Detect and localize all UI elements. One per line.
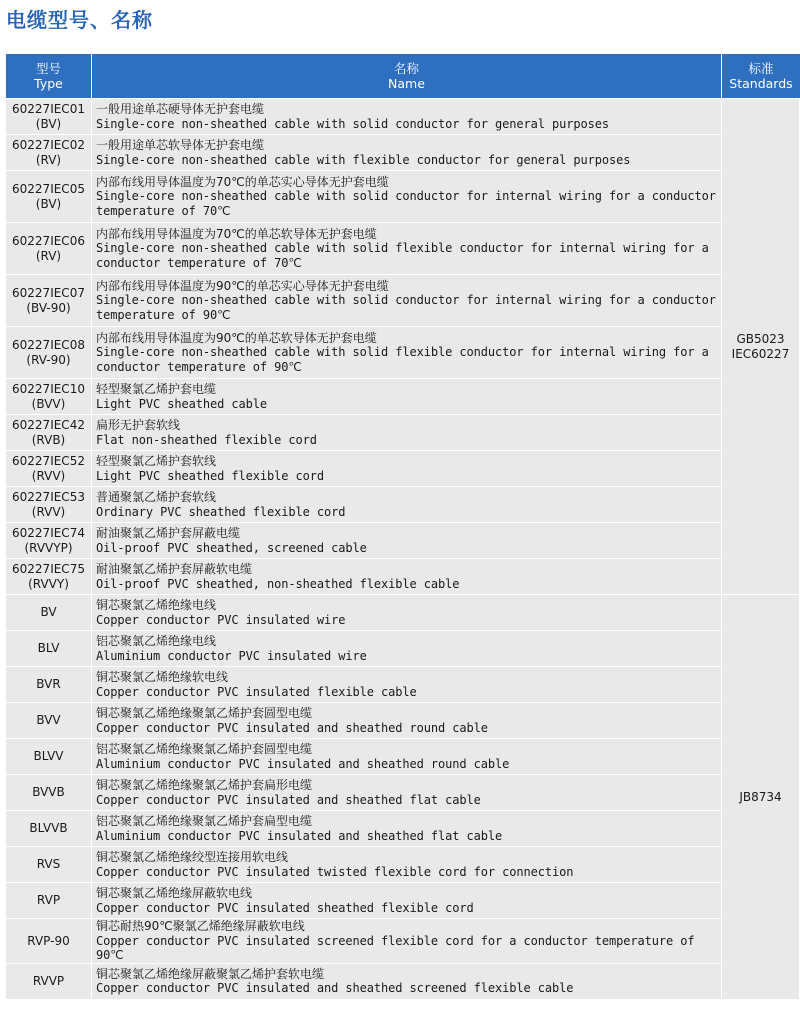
model-cell — [6, 883, 92, 919]
name-en: Single-core non-sheathed cable with solid conductor for internal wiring for a conductor temperature of 90℃ — [96, 293, 716, 322]
model-code: 60227IEC42 — [12, 417, 85, 432]
name-en: Single-core non-sheathed cable with solid flexible conductor for internal wiring for a conductor temperature of 90℃ — [96, 345, 709, 374]
model-code: BLV — [37, 641, 60, 656]
name-en: Copper conductor PVC insulated wire — [96, 612, 346, 627]
name-zh: 铝芯聚氯乙烯绝缘电线 — [96, 633, 217, 648]
name-zh: 内部布线用导体温度为90℃的单芯实心导体无护套电缆 — [96, 278, 389, 293]
name-zh: 普通聚氯乙烯护套软线 — [96, 489, 217, 504]
table-row — [6, 667, 800, 703]
name-cell — [92, 327, 722, 379]
name-en: Light PVC sheathed cable — [96, 396, 267, 411]
header-model-zh: 型号 — [35, 61, 61, 76]
model-sub: (RV) — [35, 248, 62, 263]
name-en: Copper conductor PVC insulated flexible cable — [96, 684, 417, 699]
model-cell — [6, 703, 92, 739]
header-model-en: Type — [34, 76, 63, 91]
name-en: Ordinary PVC sheathed flexible cord — [96, 504, 346, 519]
name-cell — [92, 135, 722, 171]
name-en: Single-core non-sheathed cable with flexible conductor for general purposes — [96, 152, 631, 167]
table-row — [6, 223, 800, 275]
table-row — [6, 379, 800, 415]
name-en: Copper conductor PVC insulated screened flexible cord for a conductor temperature of 90℃ — [96, 933, 695, 963]
name-zh: 铜芯聚氯乙烯绝缘软电线 — [96, 669, 229, 684]
cable-spec-table — [6, 54, 800, 1000]
model-code: 60227IEC02 — [12, 137, 85, 152]
model-cell — [6, 811, 92, 847]
table-row — [6, 919, 800, 964]
model-sub: (RVB) — [31, 432, 66, 447]
standard-gb5023: GB5023 — [736, 331, 785, 346]
name-zh: 铜芯聚氯乙烯绝缘聚氯乙烯护套圆型电缆 — [96, 705, 313, 720]
name-en: Single-core non-sheathed cable with solid conductor for general purposes — [96, 116, 609, 131]
name-cell — [92, 223, 722, 275]
name-cell — [92, 964, 722, 1000]
model-cell — [6, 919, 92, 964]
header-model — [6, 54, 92, 99]
name-en: Aluminium conductor PVC insulated and sheathed round cable — [96, 756, 510, 771]
table-row — [6, 415, 800, 451]
page-title: 电缆型号、名称 — [6, 8, 153, 32]
name-cell — [92, 811, 722, 847]
model-sub: (RV-90) — [26, 352, 71, 367]
model-sub: (RVVY) — [28, 576, 69, 591]
model-code: BVVB — [32, 785, 65, 800]
name-cell — [92, 703, 722, 739]
model-code: 60227IEC75 — [12, 561, 85, 576]
model-cell — [6, 327, 92, 379]
header-name — [92, 54, 722, 99]
table-row — [6, 523, 800, 559]
name-cell — [92, 487, 722, 523]
name-zh: 轻型聚氯乙烯护套电缆 — [96, 381, 217, 396]
table-row — [6, 775, 800, 811]
table-row — [6, 275, 800, 327]
model-sub: (BV-90) — [26, 300, 71, 315]
table-row — [6, 451, 800, 487]
model-code: BLVVB — [29, 821, 68, 836]
model-cell — [6, 559, 92, 595]
model-cell — [6, 379, 92, 415]
model-cell — [6, 964, 92, 1000]
model-code: 60227IEC10 — [12, 381, 85, 396]
table-row — [6, 847, 800, 883]
table-row — [6, 739, 800, 775]
name-cell — [92, 631, 722, 667]
name-cell — [92, 739, 722, 775]
table-row — [6, 171, 800, 223]
table-row — [6, 559, 800, 595]
name-cell — [92, 415, 722, 451]
model-code: 60227IEC07 — [12, 285, 85, 300]
standard-jb8734: JB8734 — [739, 789, 782, 804]
model-cell — [6, 631, 92, 667]
name-zh: 铜芯聚氯乙烯绝缘屏蔽软电线 — [96, 885, 253, 900]
model-sub: (RV) — [35, 152, 62, 167]
name-en: Flat non-sheathed flexible cord — [96, 432, 317, 447]
name-zh: 一般用途单芯软导体无护套电缆 — [96, 137, 265, 152]
header-standards-zh: 标准 — [748, 61, 774, 76]
model-cell — [6, 99, 92, 135]
model-code: 60227IEC08 — [12, 337, 85, 352]
name-zh: 内部布线用导体温度为70℃的单芯软导体无护套电缆 — [96, 226, 377, 241]
table-row — [6, 99, 800, 135]
table-row — [6, 595, 800, 631]
table-row — [6, 135, 800, 171]
model-cell — [6, 135, 92, 171]
name-zh: 铝芯聚氯乙烯绝缘聚氯乙烯护套扁型电缆 — [96, 813, 313, 828]
model-cell — [6, 487, 92, 523]
name-en: Copper conductor PVC insulated sheathed flexible cord — [96, 900, 474, 915]
name-zh: 耐油聚氯乙烯护套屏蔽软电缆 — [96, 561, 253, 576]
name-en: Aluminium conductor PVC insulated wire — [96, 648, 367, 663]
name-zh: 轻型聚氯乙烯护套软线 — [96, 453, 217, 468]
name-zh: 内部布线用导体温度为90℃的单芯软导体无护套电缆 — [96, 330, 377, 345]
name-cell — [92, 275, 722, 327]
standards-cell — [722, 99, 800, 595]
name-zh: 扁形无护套软线 — [96, 417, 181, 432]
model-cell — [6, 523, 92, 559]
name-cell — [92, 99, 722, 135]
name-cell — [92, 523, 722, 559]
standards-cell — [722, 595, 800, 1000]
model-code: 60227IEC01 — [12, 101, 85, 116]
model-code: 60227IEC74 — [12, 525, 85, 540]
name-en: Single-core non-sheathed cable with solid flexible conductor for internal wiring for a conductor temperature of 70℃ — [96, 241, 709, 270]
model-code: RVVP — [32, 973, 65, 988]
model-cell — [6, 275, 92, 327]
model-code: BLVV — [33, 749, 64, 764]
table-row — [6, 327, 800, 379]
model-sub: (BVV) — [31, 396, 66, 411]
name-en: Oil-proof PVC sheathed, screened cable — [96, 540, 367, 555]
name-cell — [92, 883, 722, 919]
header-standards — [722, 54, 800, 99]
model-code: BVR — [36, 677, 61, 692]
model-code: 60227IEC52 — [12, 453, 85, 468]
table-row — [6, 631, 800, 667]
name-cell — [92, 379, 722, 415]
name-zh: 铜芯聚氯乙烯绝缘屏蔽聚氯乙烯护套软电缆 — [96, 966, 325, 981]
model-cell — [6, 739, 92, 775]
name-zh: 铜芯聚氯乙烯绝缘电线 — [96, 597, 217, 612]
name-zh: 铜芯聚氯乙烯绝缘聚氯乙烯护套扁形电缆 — [96, 777, 313, 792]
name-cell — [92, 595, 722, 631]
model-code: RVP — [36, 893, 61, 908]
name-en: Light PVC sheathed flexible cord — [96, 468, 324, 483]
header-name-en: Name — [388, 76, 425, 91]
name-en: Oil-proof PVC sheathed, non-sheathed flexible cable — [96, 576, 460, 591]
model-code: RVS — [36, 857, 61, 872]
header-name-zh: 名称 — [393, 61, 419, 76]
name-zh: 耐油聚氯乙烯护套屏蔽电缆 — [96, 525, 241, 540]
header-standards-en: Standards — [729, 76, 793, 91]
table-row — [6, 964, 800, 1000]
table-row — [6, 487, 800, 523]
model-cell — [6, 171, 92, 223]
name-cell — [92, 847, 722, 883]
name-cell — [92, 667, 722, 703]
model-cell — [6, 847, 92, 883]
name-cell — [92, 775, 722, 811]
name-en: Aluminium conductor PVC insulated and sheathed flat cable — [96, 828, 503, 843]
table-row — [6, 883, 800, 919]
name-zh: 铝芯聚氯乙烯绝缘聚氯乙烯护套圆型电缆 — [96, 741, 313, 756]
name-en: Copper conductor PVC insulated and sheathed screened flexible cable — [96, 981, 574, 996]
model-sub: (BV) — [35, 116, 62, 131]
model-cell — [6, 595, 92, 631]
model-code: 60227IEC53 — [12, 489, 85, 504]
model-cell — [6, 223, 92, 275]
name-zh: 一般用途单芯硬导体无护套电缆 — [96, 101, 265, 116]
name-cell — [92, 171, 722, 223]
name-en: Single-core non-sheathed cable with solid conductor for internal wiring for a conductor temperature of 70℃ — [96, 189, 716, 218]
model-code: BVV — [36, 713, 61, 728]
model-sub: (BV) — [35, 196, 62, 211]
name-zh: 铜芯耐热90℃聚氯乙烯绝缘屏蔽软电线 — [96, 919, 305, 933]
model-cell — [6, 415, 92, 451]
model-code: 60227IEC05 — [12, 181, 85, 196]
model-code: BV — [40, 605, 57, 620]
name-zh: 铜芯聚氯乙烯绝缘绞型连接用软电线 — [96, 849, 289, 864]
model-cell — [6, 451, 92, 487]
name-en: Copper conductor PVC insulated and sheathed round cable — [96, 720, 488, 735]
model-sub: (RVVYP) — [24, 540, 73, 555]
model-code: RVP-90 — [27, 933, 70, 948]
name-zh: 内部布线用导体温度为70℃的单芯实心导体无护套电缆 — [96, 174, 389, 189]
name-en: Copper conductor PVC insulated twisted flexible cord for connection — [96, 864, 574, 879]
model-cell — [6, 667, 92, 703]
name-cell — [92, 919, 722, 964]
table-row — [6, 703, 800, 739]
model-sub: (RVV) — [31, 504, 66, 519]
model-code: 60227IEC06 — [12, 233, 85, 248]
standard-iec60227: IEC60227 — [731, 346, 790, 361]
name-cell — [92, 451, 722, 487]
table-header-row — [6, 54, 800, 99]
model-cell — [6, 775, 92, 811]
name-cell — [92, 559, 722, 595]
model-sub: (RVV) — [31, 468, 66, 483]
table-row — [6, 811, 800, 847]
name-en: Copper conductor PVC insulated and sheathed flat cable — [96, 792, 481, 807]
